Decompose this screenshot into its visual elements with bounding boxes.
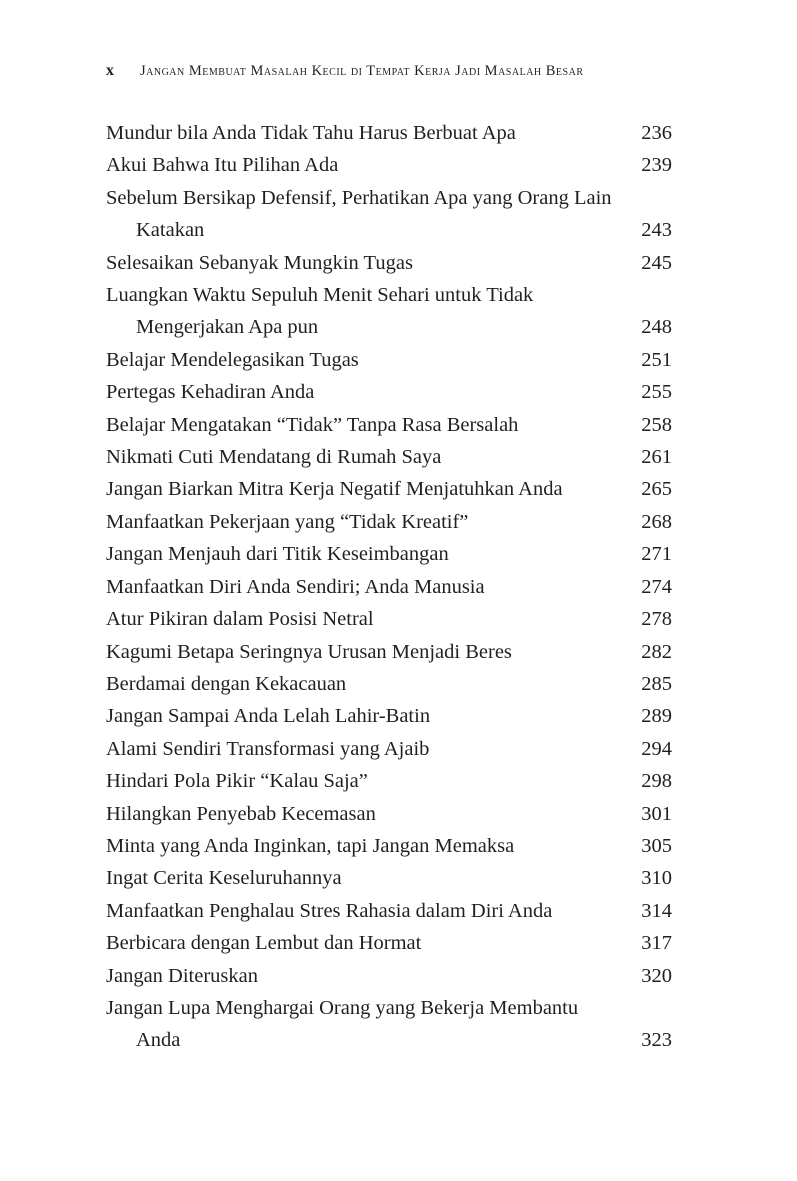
toc-entry <box>106 668 672 700</box>
toc-entry-title: Sebelum Bersikap Defensif, Perhatikan Apa yang Orang Lain <box>106 186 612 209</box>
toc-entry-title: Luangkan Waktu Sepuluh Menit Sehari untuk Tidak <box>106 284 534 307</box>
toc-entry <box>106 538 672 570</box>
toc-entry-page-number: 268 <box>641 510 672 533</box>
toc-entry <box>106 636 672 668</box>
toc-entry-title: Selesaikan Sebanyak Mungkin Tugas <box>106 251 413 274</box>
toc-entry-title: Jangan Lupa Menghargai Orang yang Bekerja Membantu <box>106 996 579 1019</box>
toc-entry-title-continued: Anda <box>136 1029 181 1052</box>
toc-entry-page-number: 243 <box>641 219 672 242</box>
toc-entry <box>106 992 672 1057</box>
toc-entry-title: Berbicara dengan Lembut dan Hormat <box>106 932 422 955</box>
toc-entry <box>106 765 672 797</box>
toc-entry <box>106 182 672 247</box>
toc-entry <box>106 895 672 927</box>
toc-entry-title: Kagumi Betapa Seringnya Urusan Menjadi Beres <box>106 640 512 663</box>
toc-entry-title: Ingat Cerita Keseluruhannya <box>106 867 342 890</box>
toc-entry-title: Manfaatkan Diri Anda Sendiri; Anda Manusia <box>106 575 485 598</box>
toc-entry-title: Jangan Diteruskan <box>106 964 258 987</box>
toc-entry-page-number: 314 <box>641 899 672 922</box>
toc-entry-page-number: 294 <box>641 737 672 760</box>
toc-entry <box>106 700 672 732</box>
toc-entry-page-number: 255 <box>641 381 672 404</box>
table-of-contents <box>106 117 672 1057</box>
toc-entry <box>106 830 672 862</box>
toc-entry-title: Jangan Sampai Anda Lelah Lahir-Batin <box>106 705 431 728</box>
toc-entry-page-number: 320 <box>641 964 672 987</box>
toc-entry-page-number: 251 <box>641 348 672 371</box>
toc-entry-title: Pertegas Kehadiran Anda <box>106 381 315 404</box>
toc-entry-page-number: 271 <box>641 543 672 566</box>
toc-entry-page-number: 239 <box>641 154 672 177</box>
toc-entry-title: Minta yang Anda Inginkan, tapi Jangan Memaksa <box>106 834 515 857</box>
toc-entry-title: Manfaatkan Penghalau Stres Rahasia dalam Diri Anda <box>106 899 553 922</box>
toc-entry-page-number: 248 <box>641 316 672 339</box>
toc-entry <box>106 571 672 603</box>
toc-entry-title: Hilangkan Penyebab Kecemasan <box>106 802 376 825</box>
toc-entry-title-continued: Katakan <box>136 219 205 242</box>
toc-entry-title: Mundur bila Anda Tidak Tahu Harus Berbuat Apa <box>106 122 516 144</box>
toc-entry <box>106 149 672 181</box>
toc-entry <box>106 506 672 538</box>
toc-entry-page-number: 317 <box>641 932 672 955</box>
toc-entry-page-number: 310 <box>641 867 672 890</box>
toc-entry-page-number: 245 <box>641 251 672 274</box>
toc-entry <box>106 279 672 344</box>
toc-entry <box>106 247 672 279</box>
toc-entry-title: Berdamai dengan Kekacauan <box>106 672 347 695</box>
toc-entry <box>106 733 672 765</box>
toc-entry-title: Nikmati Cuti Mendatang di Rumah Saya <box>106 446 442 469</box>
toc-entry <box>106 376 672 408</box>
toc-entry-title: Akui Bahwa Itu Pilihan Ada <box>106 154 339 177</box>
toc-entry-page-number: 323 <box>641 1029 672 1052</box>
toc-entry-page-number: 236 <box>641 122 672 144</box>
toc-entry-page-number: 298 <box>641 770 672 793</box>
toc-entry-page-number: 305 <box>641 834 672 857</box>
toc-entry <box>106 441 672 473</box>
toc-entry <box>106 117 672 149</box>
book-title-header: Jangan Membuat Masalah Kecil di Tempat Kerja Jadi Masalah Besar <box>140 63 584 79</box>
toc-entry-page-number: 278 <box>641 608 672 631</box>
toc-entry-page-number: 289 <box>641 705 672 728</box>
toc-entry-page-number: 265 <box>641 478 672 501</box>
toc-entry-title: Alami Sendiri Transformasi yang Ajaib <box>106 737 430 760</box>
toc-entry <box>106 927 672 959</box>
toc-entry <box>106 798 672 830</box>
toc-entry-title: Jangan Menjauh dari Titik Keseimbangan <box>106 543 449 566</box>
toc-entry-title: Jangan Biarkan Mitra Kerja Negatif Menjatuhkan Anda <box>106 478 563 501</box>
toc-entry-page-number: 258 <box>641 413 672 436</box>
toc-entry-title: Atur Pikiran dalam Posisi Netral <box>106 608 374 631</box>
toc-entry-page-number: 285 <box>641 672 672 695</box>
toc-entry-title: Hindari Pola Pikir “Kalau Saja” <box>106 770 368 793</box>
page-folio: x <box>106 62 114 79</box>
toc-entry-title-continued: Mengerjakan Apa pun <box>136 316 319 339</box>
toc-entry-page-number: 282 <box>641 640 672 663</box>
toc-entry-page-number: 274 <box>641 575 672 598</box>
toc-entry <box>106 473 672 505</box>
toc-entry <box>106 960 672 992</box>
toc-entry <box>106 344 672 376</box>
toc-entry-title: Belajar Mengatakan “Tidak” Tanpa Rasa Bersalah <box>106 413 519 436</box>
toc-entry-page-number: 301 <box>641 802 672 825</box>
toc-entry-title: Belajar Mendelegasikan Tugas <box>106 348 359 371</box>
toc-entry <box>106 409 672 441</box>
running-head <box>106 62 686 86</box>
toc-entry-title: Manfaatkan Pekerjaan yang “Tidak Kreatif” <box>106 510 469 533</box>
toc-entry <box>106 603 672 635</box>
toc-entry <box>106 862 672 894</box>
toc-entry-page-number: 261 <box>641 446 672 469</box>
